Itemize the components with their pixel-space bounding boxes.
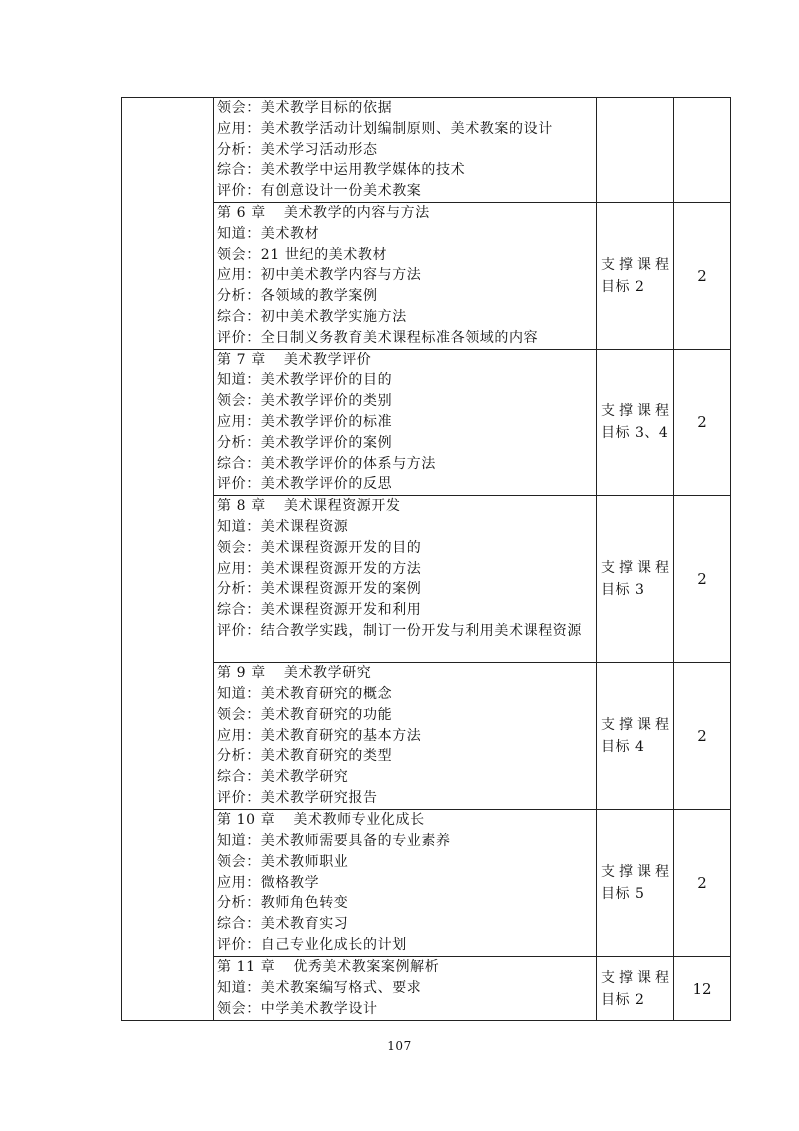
support-cell xyxy=(597,203,674,350)
content-line: 应用：美术教学活动计划编制原则、美术教案的设计 xyxy=(217,120,553,137)
content-line: 知道：美术教材 xyxy=(217,225,320,242)
chapter-heading xyxy=(217,663,594,684)
chapter-title: 优秀美术教案案例解析 xyxy=(293,959,440,976)
chapter-heading xyxy=(217,203,594,224)
content-line: 领会：美术教师职业 xyxy=(217,853,349,870)
content-cell xyxy=(214,663,597,810)
chapter-number: 第 8 章 xyxy=(217,498,266,515)
content-line: 综合：美术教育实习 xyxy=(217,916,349,933)
content-line: 分析：美术教育研究的类型 xyxy=(217,748,393,765)
content-line: 知道：美术教学评价的目的 xyxy=(217,372,393,389)
content-line: 综合：美术教学中运用教学媒体的技术 xyxy=(217,162,466,179)
content-cell xyxy=(214,349,597,496)
content-cell xyxy=(214,496,597,663)
content-cell xyxy=(214,98,597,203)
content-line: 综合：美术教学评价的体系与方法 xyxy=(217,455,436,472)
support-cell xyxy=(597,810,674,957)
support-objective-number: 目标 2 xyxy=(601,991,645,1008)
support-cell xyxy=(597,496,674,663)
support-objective-number: 目标 3 xyxy=(601,582,645,599)
content-line: 评价：自己专业化成长的计划 xyxy=(217,936,407,953)
table-row xyxy=(122,810,731,957)
content-line: 领会：中学美术教学设计 xyxy=(217,1000,378,1017)
blank-cell xyxy=(122,98,214,1021)
chapter-heading xyxy=(217,810,594,831)
support-objective-label: 支撑课程 xyxy=(601,560,670,577)
table-row xyxy=(122,349,731,496)
chapter-number: 第 10 章 xyxy=(217,812,276,829)
content-line: 分析：美术课程资源开发的案例 xyxy=(217,581,422,598)
chapter-title: 美术教学评价 xyxy=(283,351,372,368)
content-line: 评价：美术教学评价的反思 xyxy=(217,476,393,493)
content-line: 领会：美术教育研究的功能 xyxy=(217,706,393,723)
support-objective-label: 支撑课程 xyxy=(601,717,670,734)
hours-cell: 2 xyxy=(674,810,731,957)
chapter-title: 美术课程资源开发 xyxy=(283,498,401,515)
content-line: 应用：微格教学 xyxy=(217,874,320,891)
page-number: 107 xyxy=(387,1039,412,1053)
content-line: 评价：全日制义务教育美术课程标准各领域的内容 xyxy=(217,329,539,346)
content-line: 综合：美术教学研究 xyxy=(217,769,349,786)
content-line: 评价：结合教学实践，制订一份开发与利用美术课程资源 xyxy=(217,622,582,639)
content-line: 知道：美术教育研究的概念 xyxy=(217,685,393,702)
table-row xyxy=(122,203,731,350)
content-line: 知道：美术教案编写格式、要求 xyxy=(217,979,422,996)
support-objective-number: 目标 5 xyxy=(601,886,645,903)
chapter-number: 第 9 章 xyxy=(217,665,266,682)
content-cell xyxy=(214,957,597,1021)
content-line: 评价：美术教学研究报告 xyxy=(217,789,378,806)
support-objective-label: 支撑课程 xyxy=(601,864,670,881)
content-line: 分析：教师角色转变 xyxy=(217,895,349,912)
content-line: 综合：美术课程资源开发和利用 xyxy=(217,602,422,619)
content-line: 评价：有创意设计一份美术教案 xyxy=(217,183,422,200)
content-line: 应用：初中美术教学内容与方法 xyxy=(217,267,422,284)
table-row xyxy=(122,957,731,1021)
support-cell xyxy=(597,663,674,810)
chapter-title: 美术教学的内容与方法 xyxy=(283,205,430,221)
support-objective-number: 目标 4 xyxy=(601,739,645,756)
support-objective-label: 支撑课程 xyxy=(601,256,670,273)
hours-cell: 2 xyxy=(674,349,731,496)
support-objective-number: 目标 3、4 xyxy=(601,425,669,442)
hours-cell: 2 xyxy=(674,496,731,663)
content-line: 应用：美术课程资源开发的方法 xyxy=(217,560,422,577)
table-body xyxy=(122,98,731,1021)
support-cell xyxy=(597,349,674,496)
course-content-table xyxy=(121,97,731,1021)
content-line: 综合：初中美术教学实施方法 xyxy=(217,308,407,325)
content-line: 领会：美术课程资源开发的目的 xyxy=(217,539,422,556)
content-line: 领会：21 世纪的美术教材 xyxy=(217,246,388,263)
hours-cell xyxy=(674,98,731,203)
support-cell xyxy=(597,98,674,203)
table-row xyxy=(122,663,731,810)
chapter-number: 第 6 章 xyxy=(217,205,266,221)
content-line: 知道：美术课程资源 xyxy=(217,518,349,535)
support-objective-number: 目标 2 xyxy=(601,278,645,295)
table-row xyxy=(122,98,731,203)
content-line: 分析：各领域的教学案例 xyxy=(217,288,378,305)
hours-cell: 12 xyxy=(674,957,731,1021)
content-line: 分析：美术教学评价的案例 xyxy=(217,434,393,451)
content-line: 领会：美术教学评价的类别 xyxy=(217,393,393,410)
chapter-heading xyxy=(217,957,594,978)
hours-cell: 2 xyxy=(674,203,731,350)
support-objective-label: 支撑课程 xyxy=(601,403,670,420)
content-cell xyxy=(214,203,597,350)
content-line: 知道：美术教师需要具备的专业素养 xyxy=(217,832,451,849)
chapter-number: 第 11 章 xyxy=(217,959,276,976)
content-cell xyxy=(214,810,597,957)
content-line: 应用：美术教育研究的基本方法 xyxy=(217,727,422,744)
table-row xyxy=(122,496,731,663)
content-line: 分析：美术学习活动形态 xyxy=(217,141,378,158)
chapter-number: 第 7 章 xyxy=(217,351,266,368)
chapter-title: 美术教学研究 xyxy=(283,665,372,682)
chapter-heading xyxy=(217,496,594,517)
content-line: 领会：美术教学目标的依据 xyxy=(217,100,393,116)
chapter-heading xyxy=(217,350,594,371)
support-cell xyxy=(597,957,674,1021)
support-objective-label: 支撑课程 xyxy=(601,969,670,986)
content-line: 应用：美术教学评价的标准 xyxy=(217,413,393,430)
hours-cell: 2 xyxy=(674,663,731,810)
chapter-title: 美术教师专业化成长 xyxy=(293,812,425,829)
